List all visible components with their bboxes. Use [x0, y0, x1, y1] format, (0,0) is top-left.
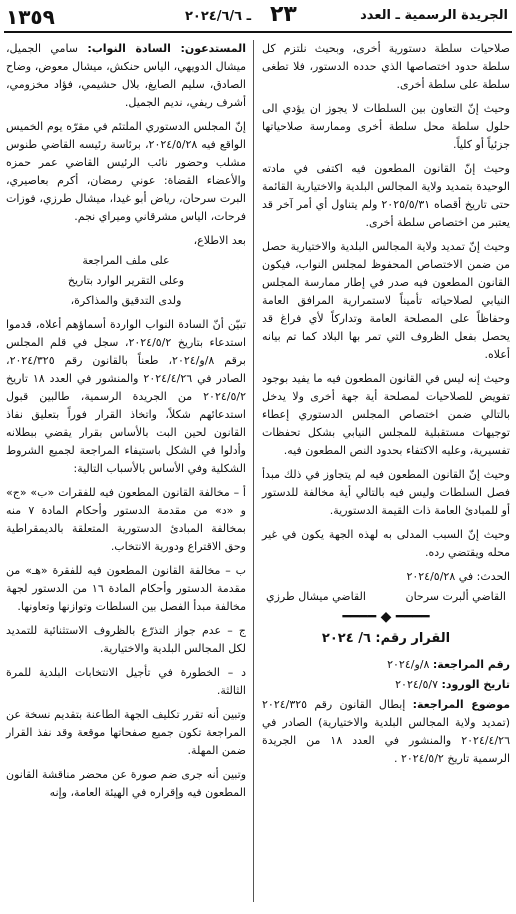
reference-line: [262, 656, 510, 674]
review-item: وعلى التقرير الوارد بتاريخ: [67, 274, 185, 287]
paragraph: صلاحيات سلطة دستورية أخرى، وبحيث نلتزم كل سلطة حدود اختصاصها الذي حدده الدستور، فلا تطغى سلطة على سلطة أخرى.: [262, 42, 510, 91]
ornament-divider-icon: ━━━━ ◆ ━━━━: [342, 609, 430, 625]
reference-value: ٨/و/٢٠٢٤: [387, 658, 430, 671]
left-column: [6, 40, 246, 808]
arrival-date-label: تاريخ الورود:: [441, 678, 510, 691]
judge-signature: القاضي ألبرت سرحان: [405, 590, 506, 603]
incident-line: الحدث: في ٢٠٢٤/٥/٢٨: [406, 570, 510, 583]
gazette-title: الجريدة الرسمية ـ العدد: [360, 8, 508, 23]
paragraph: وتبين أنه تقرر تكليف الجهة الطاعنة بتقديم نسخة عن المراجعة تكون جميع صفحاتها موقعة وقد نفذ القرار ضمن المهلة.: [6, 708, 246, 757]
review-item: ولدى التدقيق والمذاكرة،: [70, 294, 182, 307]
subject-label: موضوع المراجعة:: [412, 698, 511, 711]
page-number: ١٣٥٩: [6, 5, 55, 29]
reason-item: أ – مخالفة القانون المطعون فيه للفقرات «ب» «ج» و «د» من مقدمة الدستور وأحكام المادة ٧ منه بمخالفة المبادئ الدستورية المتعلقة بالديمقراطية وحق الاقتراع ودورية الانتخاب.: [6, 486, 246, 553]
issue-date: ـ ٢٠٢٤/٦/٦: [185, 9, 252, 24]
signatures: [262, 588, 510, 606]
reason-item: ب – مخالفة القانون المطعون فيه للفقرة «هـ» من مقدمة الدستور وأحكام المادة ١٦ من الدستور لجهة مخالفة مبدأ الفصل بين السلطات وتوازنها وتعاونها.: [6, 564, 246, 613]
reference-label: رقم المراجعة:: [432, 658, 510, 671]
paragraph: تبيّن أنّ السادة النواب الواردة أسماؤهم أعلاه، قدموا استدعاء بتاريخ ٢٠٢٤/٥/٢، سجل في قلم المجلس برقم ٨/و/٢٠٢٤، طعناً بالقانون رقم ٢٠٢٤/٣٢٥، الصادر في ٢٠٢٤/٤/٢٦ والمنشور في العدد ١٨ تاريخ ٢٠٢٤/٥/٢ من الجريدة الرسمية، طالبين قبول استدعائهم شكلاً، واتخاذ القرار فوراً بتعليق نفاذ القانون لحين البت بالأساس بقرار يقضي ببطلانه وأدلوا في الشكل باستيفاء المراجعة لجميع الشروط الشكلية وفي الأساس بالأسباب التالية:: [6, 318, 246, 475]
paragraph: وتبين أنه جرى ضم صورة عن محضر مناقشة القانون المطعون فيه وإقراره في الهيئة العامة، وإنه: [6, 768, 246, 799]
after-review: بعد الاطلاع،: [193, 234, 246, 247]
decision-title: القرار رقم: ٦/ ٢٠٢٤: [321, 631, 451, 646]
reason-item: ج – عدم جواز التذرّع بالظروف الاستثنائية للتمديد لكل المجالس البلدية والاختيارية.: [6, 624, 246, 655]
subject-line: [262, 696, 510, 768]
page-header: [0, 0, 516, 32]
paragraph: وحيث إنّ السبب المدلى به لهذه الجهة يكون في غير محله ويقتضي رده.: [262, 528, 510, 559]
arrival-date-value: ٢٠٢٤/٥/٧: [395, 678, 438, 691]
issue-number: ٢٣: [270, 2, 297, 27]
paragraph: وحيث إنه ليس في القانون المطعون فيه ما يفيد بوجود تفويض للصلاحيات لمصلحة أية جهة أخرى ولا يدخل بالتالي ضمن اختصاص المجلس الدستوري إعطاء توجيهات مستقبلية للمجلس النيابي بشكل تحفظات تفسيرية، وعليه الاكتفاء بحدود النص المطعون فيه.: [262, 372, 510, 457]
appellants-names: سامي الجميل، ميشال الدويهي، الياس حنكش، ميشال معوض، وضاح الصادق، سليم الصايغ، بلال حشيمي، فؤاد مخزومي، أشرف ريفي، نديم الجميل.: [6, 42, 246, 109]
paragraph: إنّ المجلس الدستوري الملتئم في مقرّه يوم الخميس الواقع فيه ٢٠٢٤/٥/٢٨، برئاسة رئيسه القاضي طنوس مشلب وحضور نائب الرئيس القاضي عمر حمزه والأعضاء القضاة: عوني رمضان، أكرم بعاصيري، البرت سرحان، رياض أبو غيدا، ميشال طرزي، فوزات فرحات، الياس مشرقاني وميراي نجم.: [6, 120, 246, 223]
header-rule: [4, 31, 512, 33]
paragraph: وحيث إنّ تمديد ولاية المجالس البلدية والاختيارية حصل من ضمن الاختصاص المحفوظ لمجلس النواب، فيكون القانون المطعون فيه صدر في إطار ممارسة المجلس النيابي لصلاحياته تأميناً لاستمرارية المرافق العامة وحفاظاً على المصلحة العامة وتداركاً لأي فراغ قد يحصل بفعل الظروف التي تمر بها البلاد كما تم بيانه أعلاه.: [262, 240, 510, 361]
appellants-paragraph: [6, 40, 246, 112]
review-item: على ملف المراجعة: [82, 254, 170, 267]
subject-text: إبطال القانون رقم ٢٠٢٤/٣٢٥ (تمديد ولاية المجالس البلدية والاختيارية) الصادر في ٢٠٢٤/٤/٢٦ والمنشور في العدد ١٨ من الجريدة الرسمية تاريخ ٢٠٢٤/٥/٢ .: [262, 698, 510, 765]
paragraph: وحيث إنّ القانون المطعون فيه اكتفى في مادته الوحيدة بتمديد ولاية المجالس البلدية والاختيارية القائمة حتى تاريخ أقصاه ٢٠٢٥/٥/٣١ ولم يتناول أي أمر آخر قد يعتبر من اختصاص سلطة أخرى.: [262, 162, 510, 229]
paragraph: وحيث إنّ التعاون بين السلطات لا يجوز ان يؤدي الى حلول سلطة محل سلطة أخرى وممارسة صلاحياتها جزئياً أو كلياً.: [262, 102, 510, 151]
judge-signature: القاضي ميشال طرزي: [266, 590, 366, 603]
arrival-date-line: [262, 676, 510, 694]
right-column: [262, 40, 510, 774]
column-divider: [253, 40, 254, 902]
paragraph: وحيث إنّ القانون المطعون فيه لم يتجاوز في ذلك مبدأ فصل السلطات وليس فيه بالتالي أية مخالفة للدستور أو للمبادئ العامة ذات القيمة الدستورية.: [262, 468, 510, 517]
appellants-label: المستدعون: السادة النواب:: [87, 42, 246, 55]
reason-item: د – الخطورة في تأجيل الانتخابات البلدية للمرة الثالثة.: [6, 666, 246, 697]
